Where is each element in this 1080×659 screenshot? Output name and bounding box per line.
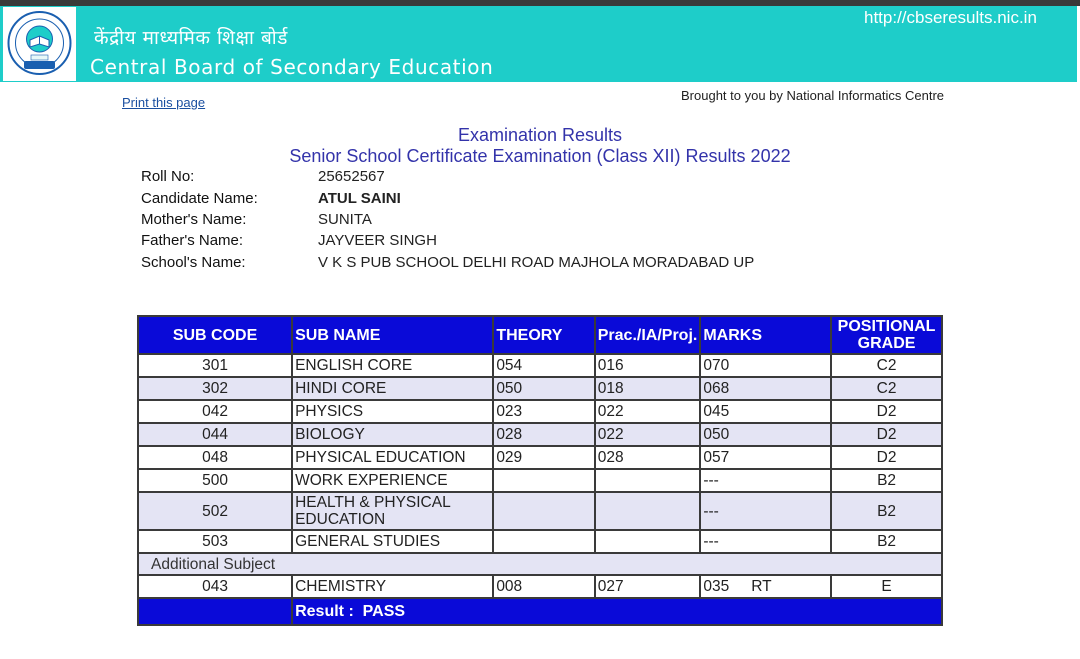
nic-credit: Brought to you by National Informatics Centre <box>681 88 945 103</box>
roll-value: 25652567 <box>318 168 385 185</box>
table-row <box>139 447 941 468</box>
board-name-english: Central Board of Secondary Education <box>90 55 494 79</box>
candidate-name-label: Candidate Name: <box>141 190 258 207</box>
table-row <box>139 576 941 597</box>
page-title: Examination Results <box>457 125 623 145</box>
grade: D2 <box>832 424 941 445</box>
school-name-label: School's Name: <box>141 254 246 271</box>
col-theory: THEORY <box>494 317 593 353</box>
theory: 054 <box>494 355 593 376</box>
theory <box>494 531 593 552</box>
marks: --- <box>701 493 830 529</box>
result-label: Result : <box>295 603 354 620</box>
practical <box>596 531 700 552</box>
exam-title: Senior School Certificate Examination (Class XII) Results 2022 <box>289 146 791 166</box>
sub-code: 503 <box>139 531 291 552</box>
theory: 008 <box>494 576 593 597</box>
marks: 045 <box>701 401 830 422</box>
practical: 022 <box>596 424 700 445</box>
cbse-logo <box>3 7 76 81</box>
table-row <box>139 470 941 491</box>
grade: D2 <box>832 401 941 422</box>
theory: 029 <box>494 447 593 468</box>
marks: --- <box>701 531 830 552</box>
marks: 068 <box>701 378 830 399</box>
grade: B2 <box>832 470 941 491</box>
marks-note: RT <box>751 578 772 595</box>
theory <box>494 493 593 529</box>
sub-code: 048 <box>139 447 291 468</box>
grade: C2 <box>832 378 941 399</box>
sub-name: PHYSICAL EDUCATION <box>293 447 492 468</box>
sub-code: 044 <box>139 424 291 445</box>
father-name-value: JAYVEER SINGH <box>318 232 437 249</box>
practical <box>596 493 700 529</box>
grade: D2 <box>832 447 941 468</box>
site-url: http://cbseresults.nic.in <box>864 8 1037 27</box>
col-sub-name: SUB NAME <box>293 317 492 353</box>
additional-subject-label: Additional Subject <box>139 554 941 574</box>
sub-name: HINDI CORE <box>293 378 492 399</box>
practical: 018 <box>596 378 700 399</box>
marks: 057 <box>701 447 830 468</box>
sub-code: 500 <box>139 470 291 491</box>
additional-subject-row <box>139 554 941 574</box>
grade: B2 <box>832 493 941 529</box>
sub-code: 301 <box>139 355 291 376</box>
marks-table <box>137 315 943 626</box>
father-name-label: Father's Name: <box>141 232 244 249</box>
sub-name: GENERAL STUDIES <box>293 531 492 552</box>
candidate-name-value: ATUL SAINI <box>318 190 401 207</box>
sub-code: 042 <box>139 401 291 422</box>
mother-name-label: Mother's Name: <box>141 211 247 228</box>
col-marks: MARKS <box>701 317 830 353</box>
sub-name: PHYSICS <box>293 401 492 422</box>
board-name-hindi: केंद्रीय माध्यमिक शिक्षा बोर्ड <box>94 27 288 49</box>
marks-header-row <box>139 317 941 353</box>
print-page-link[interactable]: Print this page <box>122 95 206 110</box>
table-row <box>139 493 941 529</box>
grade: C2 <box>832 355 941 376</box>
grade: B2 <box>832 531 941 552</box>
marks: 050 <box>701 424 830 445</box>
col-practical: Prac./IA/Proj. <box>596 317 700 353</box>
sub-name: HEALTH & PHYSICAL EDUCATION <box>293 493 492 529</box>
marks: --- <box>701 470 830 491</box>
practical: 016 <box>596 355 700 376</box>
result-spacer <box>139 599 291 624</box>
table-row <box>139 401 941 422</box>
roll-label: Roll No: <box>141 168 195 185</box>
practical: 027 <box>596 576 700 597</box>
result-value: PASS <box>362 603 406 620</box>
cbse-emblem-icon <box>5 9 74 79</box>
sub-code: 043 <box>139 576 291 597</box>
marks: 070 <box>701 355 830 376</box>
theory <box>494 470 593 491</box>
theory: 050 <box>494 378 593 399</box>
sub-name: WORK EXPERIENCE <box>293 470 492 491</box>
practical <box>596 470 700 491</box>
table-row <box>139 355 941 376</box>
theory: 028 <box>494 424 593 445</box>
col-positional-grade: POSITIONAL GRADE <box>832 317 941 353</box>
sub-name: ENGLISH CORE <box>293 355 492 376</box>
result-row <box>139 599 941 624</box>
theory: 023 <box>494 401 593 422</box>
table-row <box>139 531 941 552</box>
result-cell <box>293 599 941 624</box>
grade: E <box>832 576 941 597</box>
marks-value: 035 <box>703 578 730 595</box>
col-sub-code: SUB CODE <box>139 317 291 353</box>
mother-name-value: SUNITA <box>318 211 372 228</box>
table-row <box>139 378 941 399</box>
practical: 028 <box>596 447 700 468</box>
marks <box>701 576 830 597</box>
sub-name: CHEMISTRY <box>293 576 492 597</box>
sub-code: 302 <box>139 378 291 399</box>
school-name-value: V K S PUB SCHOOL DELHI ROAD MAJHOLA MORADABAD UP <box>318 254 755 271</box>
sub-name: BIOLOGY <box>293 424 492 445</box>
sub-code: 502 <box>139 493 291 529</box>
table-row <box>139 424 941 445</box>
practical: 022 <box>596 401 700 422</box>
